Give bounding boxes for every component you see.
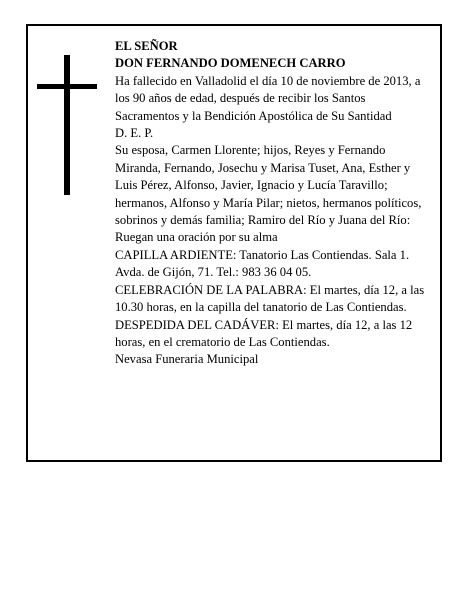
obituary-text [115, 38, 425, 369]
funeral-home: Nevasa Funeraria Municipal [115, 352, 259, 367]
family-list: Su esposa, Carmen Llorente; hijos, Reyes y Fernando Miranda, Fernando, Josechu y Marisa Tuset, Ana, Esther y Luis Pérez, Alfonso, Javier, Ignacio y Lucía Taravillo; hermanos, Alfonso y María Pilar; nietos, hermanos políticos, sobrinos y demás familia; Ramiro del Río y Juana del Río: [115, 143, 422, 228]
rip-line: D. E. P. [115, 126, 154, 141]
deceased-name: DON FERNANDO DOMENECH CARRO [115, 56, 346, 71]
notice-heading: EL SEÑOR [115, 39, 178, 53]
celebration-info: CELEBRACIÓN DE LA PALABRA: El martes, día 12, a las 10.30 horas, en la capilla del tanatorio de Las Contiendas. [115, 282, 425, 315]
cross-icon-arm [37, 84, 97, 89]
cross-icon [64, 55, 70, 195]
death-info: Ha fallecido en Valladolid el día 10 de noviembre de 2013, a los 90 años de edad, después de recibir los Santos Sacramentos y la Bendición Apostólica de Su Santidad [115, 73, 421, 123]
prayer-line: Ruegan una oración por su alma [115, 230, 278, 245]
farewell-info: DESPEDIDA DEL CADÁVER: El martes, día 12, a las 12 horas, en el crematorio de Las Contiendas. [115, 317, 413, 349]
chapel-info: CAPILLA ARDIENTE: Tanatorio Las Contiendas. Sala 1. Avda. de Gijón, 71. Tel.: 983 36 04 05. [115, 247, 410, 280]
